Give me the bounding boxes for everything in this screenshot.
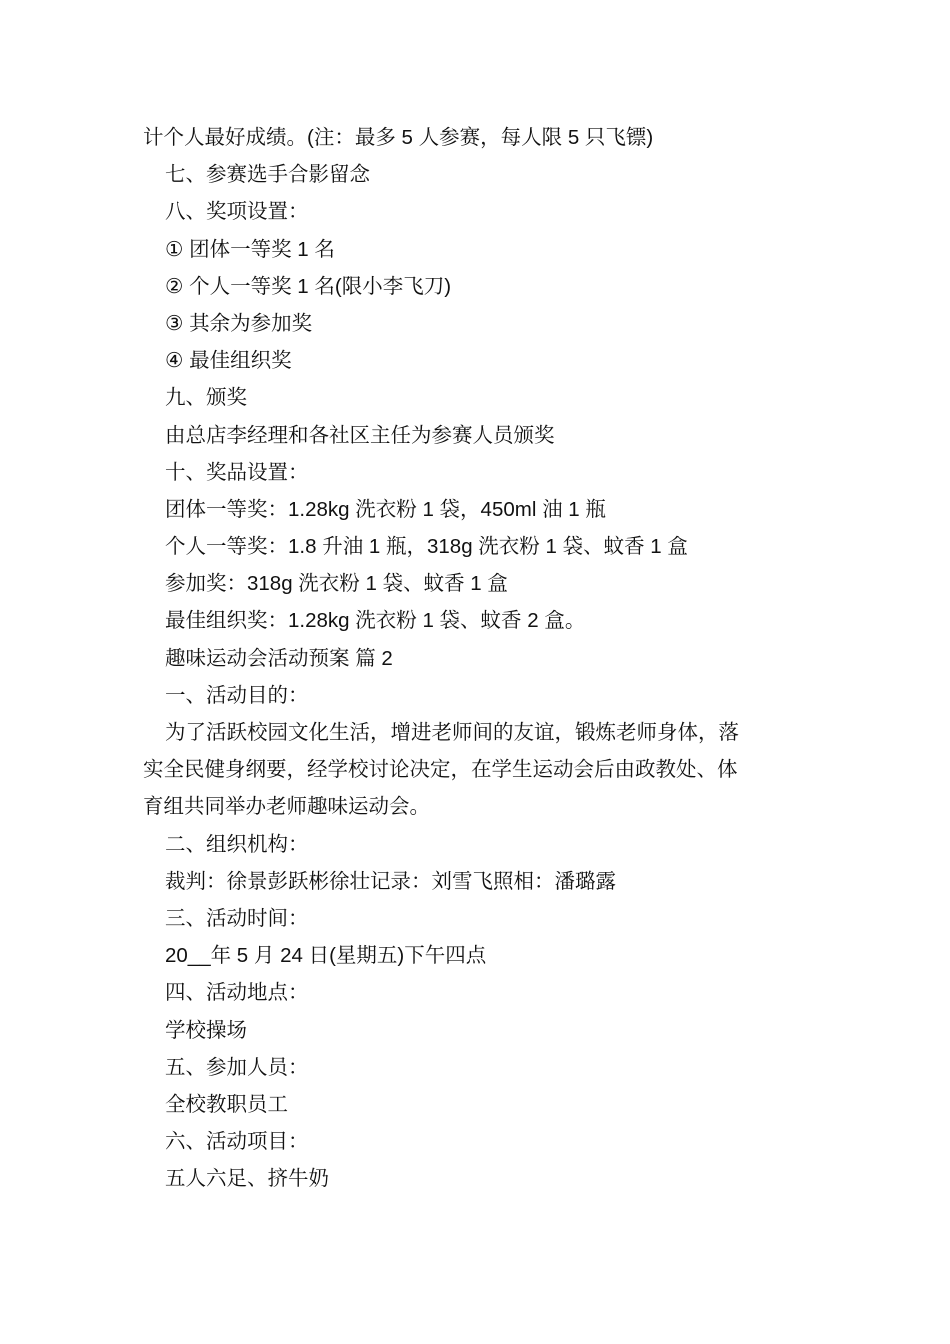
document-body xyxy=(143,119,808,1197)
list-item-award: ④ 最佳组织奖 xyxy=(165,349,292,373)
section-heading-participants: 五、参加人员： xyxy=(165,1055,309,1079)
paragraph-purpose-line-3: 育组共同举办老师趣味运动会。 xyxy=(143,795,430,819)
list-item-award: ① 团体一等奖 1 名 xyxy=(165,237,335,261)
section-heading-awards: 八、奖项设置： xyxy=(165,200,309,224)
section-heading-location: 四、活动地点： xyxy=(165,981,309,1005)
paragraph-ceremony: 由总店李经理和各社区主任为参赛人员颁奖 xyxy=(165,423,555,447)
section-heading-time: 三、活动时间： xyxy=(165,906,309,930)
document-part-title: 趣味运动会活动预案 篇 2 xyxy=(165,646,393,670)
paragraph-events: 五人六足、挤牛奶 xyxy=(165,1167,329,1191)
paragraph-organization: 裁判：徐景彭跃彬徐壮记录：刘雪飞照相：潘璐露 xyxy=(165,869,616,893)
list-item-prize: 个人一等奖：1.8 升油 1 瓶，318g 洗衣粉 1 袋、蚊香 1 盒 xyxy=(165,535,688,559)
section-heading-prizes: 十、奖品设置： xyxy=(165,460,309,484)
paragraph-purpose-line-2: 实全民健身纲要，经学校讨论决定，在学生运动会后由政教处、体 xyxy=(143,758,738,782)
paragraph-scoring-note: 计个人最好成绩。(注：最多 5 人参赛，每人限 5 只飞镖) xyxy=(143,126,654,149)
list-item-prize: 参加奖：318g 洗衣粉 1 袋、蚊香 1 盒 xyxy=(165,572,508,596)
section-heading-group-photo: 七、参赛选手合影留念 xyxy=(165,163,370,187)
paragraph-purpose-line-1: 为了活跃校园文化生活，增进老师间的友谊，锻炼老师身体，落 xyxy=(165,721,739,744)
section-heading-organization: 二、组织机构： xyxy=(165,832,309,856)
section-heading-ceremony: 九、颁奖 xyxy=(165,386,247,410)
paragraph-location: 学校操场 xyxy=(165,1018,247,1042)
list-item-award: ② 个人一等奖 1 名(限小李飞刀) xyxy=(165,274,452,298)
list-item-prize: 最佳组织奖：1.28kg 洗衣粉 1 袋、蚊香 2 盒。 xyxy=(165,609,586,633)
list-item-prize: 团体一等奖：1.28kg 洗衣粉 1 袋，450ml 油 1 瓶 xyxy=(165,497,606,521)
list-item-award: ③ 其余为参加奖 xyxy=(165,311,313,335)
paragraph-participants: 全校教职员工 xyxy=(165,1092,288,1116)
section-heading-purpose: 一、活动目的： xyxy=(165,683,309,707)
section-heading-events: 六、活动项目： xyxy=(165,1130,309,1154)
paragraph-time: 20__年 5 月 24 日(星期五)下午四点 xyxy=(165,944,487,968)
